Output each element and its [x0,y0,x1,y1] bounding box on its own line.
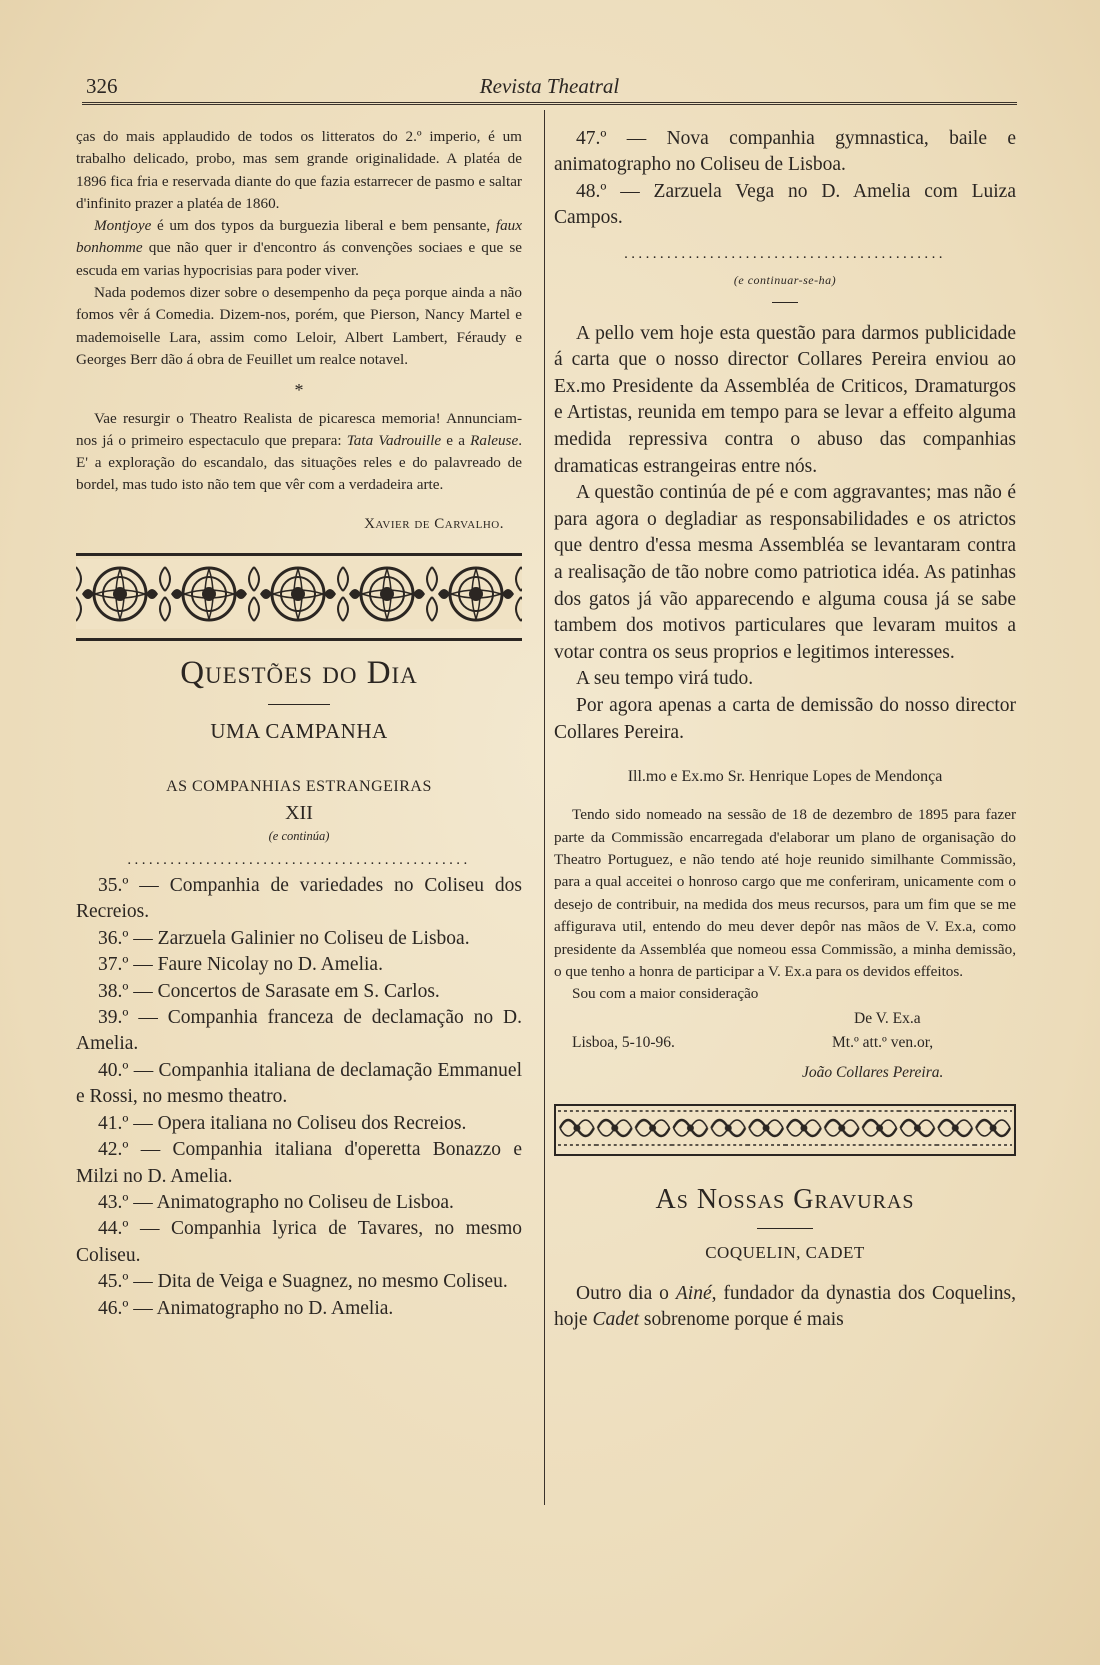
closing-att: Mt.º att.º ven.or, [832,1033,934,1051]
dotted-separator: ................................................ [127,852,471,869]
right-column [554,126,1016,1334]
continua-note: (e continúa) [268,829,330,844]
montjoye-text-b: que não quer ir d'encontro ás convenções sociaes e que se escuda em varias hypocrisias para poder viver. [76,239,522,279]
dotted-separator: ............................................. [624,245,946,262]
list-item: 47.º — Nova companhia gymnastica, baile e animatographo no Coliseu de Lisboa. [554,128,1016,176]
closing-place-date: Lisboa, 5-10-96. [572,1033,675,1051]
list-item: 43.º — Animatographo no Coliseu de Lisboa. [98,1191,454,1213]
letter-closing [554,1006,1016,1098]
title-rule [268,704,330,705]
list-item: 48.º — Zarzuela Vega no D. Amelia com Luiza Campos. [554,180,1016,229]
continuar-note: (e continuar-se-ha) [733,272,837,287]
author-signature: Xavier de Carvalho. [364,515,504,532]
part-number: XII [285,802,313,825]
letter-paragraph: Tendo sido nomeado na sessão de 18 de dezembro de 1895 para fazer parte da Commissão encarregada d'elaborar um plano de organisação do Theatro Portuguez, e não tendo até hoje reunido similhante Commissão, para a qual acceitei o honroso cargo que me conferiram, unicamente com o desejo de contribuir, na medida dos meus recursos, para um fim que se me affigurava util, entendo do meu dever depôr nas mãos de V. Ex.a, como presidente da Assembléa que nomeou essa Commissão, a minha demissão, o que tenho a honra de participar a V. Ex.a para os devidos effeitos. [554,806,1016,980]
running-title: Revista Theatral [479,74,620,98]
left-column [76,126,522,1322]
montjoye-word: Montjoye [94,217,152,235]
gravuras-paragraph [554,1281,1016,1334]
list-item: 35.º — Companhia de variedades no Coliseu dos Recreios. [76,875,522,923]
list-item: 44.º — Companhia lyrica de Tavares, no mesmo Coliseu. [76,1218,522,1266]
body-paragraph: A questão continúa de pé e com aggravantes; mas não é para agora o degladiar as responsabilidades e os atrictos que dentro d'essa mesma Assembléa se levantaram contra a realisação de tão nobre como patriotica idéa. As patinhas dos gatos já vão apparecendo e alguma cousa já se sabe tambem dos motivos particulares que levaram muitos a votar contra os seus proprios e legitimos interesses. [554,482,1016,663]
list-item: 40.º — Companhia italiana de declamação Emmanuel e Rossi, no mesmo theatro. [76,1059,522,1108]
performance-paragraph: Nada podemos dizer sobre o desempenho da peça porque ainda a não fomos vêr á Comedia. Dizem-nos, porém, que Pierson, Nancy Martel e mademoiselle Lara, assim como Leloir, Albert Lambert, Féraudy e Georges Berr dão á obra de Feuillet um realce notavel. [76,284,522,368]
list-item: 42.º — Companhia italiana d'operetta Bonazzo e Milzi no D. Amelia. [76,1139,522,1187]
closing-de: De V. Ex.a [854,1009,921,1027]
list-item: 46.º — Animatographo no D. Amelia. [98,1297,394,1319]
letter-addressee: Ill.mo e Ex.mo Sr. Henrique Lopes de Mendonça [627,768,943,786]
faux-bonhomme: faux bonhomme [76,217,522,257]
gravuras-subtitle: COQUELIN, CADET [705,1242,865,1262]
realista-and: e a [441,431,471,449]
play-title-1: Tata Vadrouille [346,431,442,449]
closing-name: João Collares Pereira. [802,1063,944,1081]
gravuras-body [554,1281,1016,1334]
campaign-body [554,321,1016,747]
ornament-icon [76,559,522,629]
realista-paragraph [76,408,522,497]
list-item: 45.º — Dita de Veiga e Suagnez, no mesmo Coliseu. [98,1271,508,1293]
gravuras-text-a: Outro dia o [576,1282,676,1304]
gravuras-title: As Nossas Gravuras [655,1183,915,1215]
realista-text-a: Vae resurgir o Theatro Realista de picaresca memoria! Annunciam-nos já o primeiro espectaculo que prepara: [76,409,522,449]
page-header [82,72,1017,105]
resignation-letter [554,804,1016,1006]
realista-text-b: . E' a exploração do escandalo, das situações reles e do palavreado de bordel, mas tudo isto não tem que vêr com a verdadeira arte. [76,431,522,494]
ornamental-vignette [76,553,522,641]
review-text [76,126,522,535]
short-rule [772,302,798,303]
review-paragraph: ças do mais applaudido de todos os litteratos do 2.º imperio, é um trabalho delicado, probo, mas sem grande originalidade. A platéa de 1896 fica fria e reservada diante do que fazia estarrecer de pasmo e saltar d'infinito prazer a platéa de 1860. [76,128,522,212]
body-paragraph: A seu tempo virá tudo. [576,668,754,690]
aine-word: Ainé [675,1282,712,1304]
companies-list [76,873,522,1322]
list-item: 37.º — Faure Nicolay no D. Amelia. [98,954,383,976]
letter-paragraph: Sou com a maior consideração [572,985,759,1003]
cadet-word: Cadet [592,1309,640,1331]
gravuras-rule [757,1228,813,1229]
page-number: 326 [86,74,118,98]
body-paragraph: A pello vem hoje esta questão para darmos publicidade á carta que o nosso director Collares Pereira enviou ao Ex.mo Presidente da Assembléa de Criticos, Dramaturgos e Artistas, reunida em tempo para se levar a effeito alguma medida repressiva contra o abuso das companhias dramaticas estrangeiras entre nós. [554,322,1016,477]
body-paragraph: Por agora apenas a carta de demissão do nosso director Collares Pereira. [554,694,1016,743]
campaign-subtitle: UMA CAMPANHA [210,719,388,744]
list-item: 41.º — Opera italiana no Coliseu dos Recreios. [98,1112,467,1134]
gravuras-text-c: sobrenome porque é mais [639,1309,844,1331]
ornamental-band [554,1104,1016,1156]
montjoye-text-a: é um dos typos da burguezia liberal e bem pensante, [151,217,496,235]
list-item: 39.º — Companhia franceza de declamação no D. Amelia. [76,1007,522,1055]
asterisk-divider: * [294,380,304,401]
list-item: 36.º — Zarzuela Galinier no Coliseu de Lisboa. [98,927,470,949]
list-item: 38.º — Concertos de Sarasate em S. Carlos. [98,980,440,1002]
gravuras-text-b: , fundador da dynastia dos Coquelins, hoje [554,1282,1016,1331]
play-title-2: Raleuse [470,431,519,449]
companies-subtitle: AS COMPANHIAS ESTRANGEIRAS [166,778,432,796]
companies-list-continued [554,126,1016,232]
montjoye-paragraph [76,215,522,282]
section-title: Questões do Dia [180,655,418,692]
column-divider [544,110,545,1505]
ornament-band-icon [558,1108,1012,1148]
